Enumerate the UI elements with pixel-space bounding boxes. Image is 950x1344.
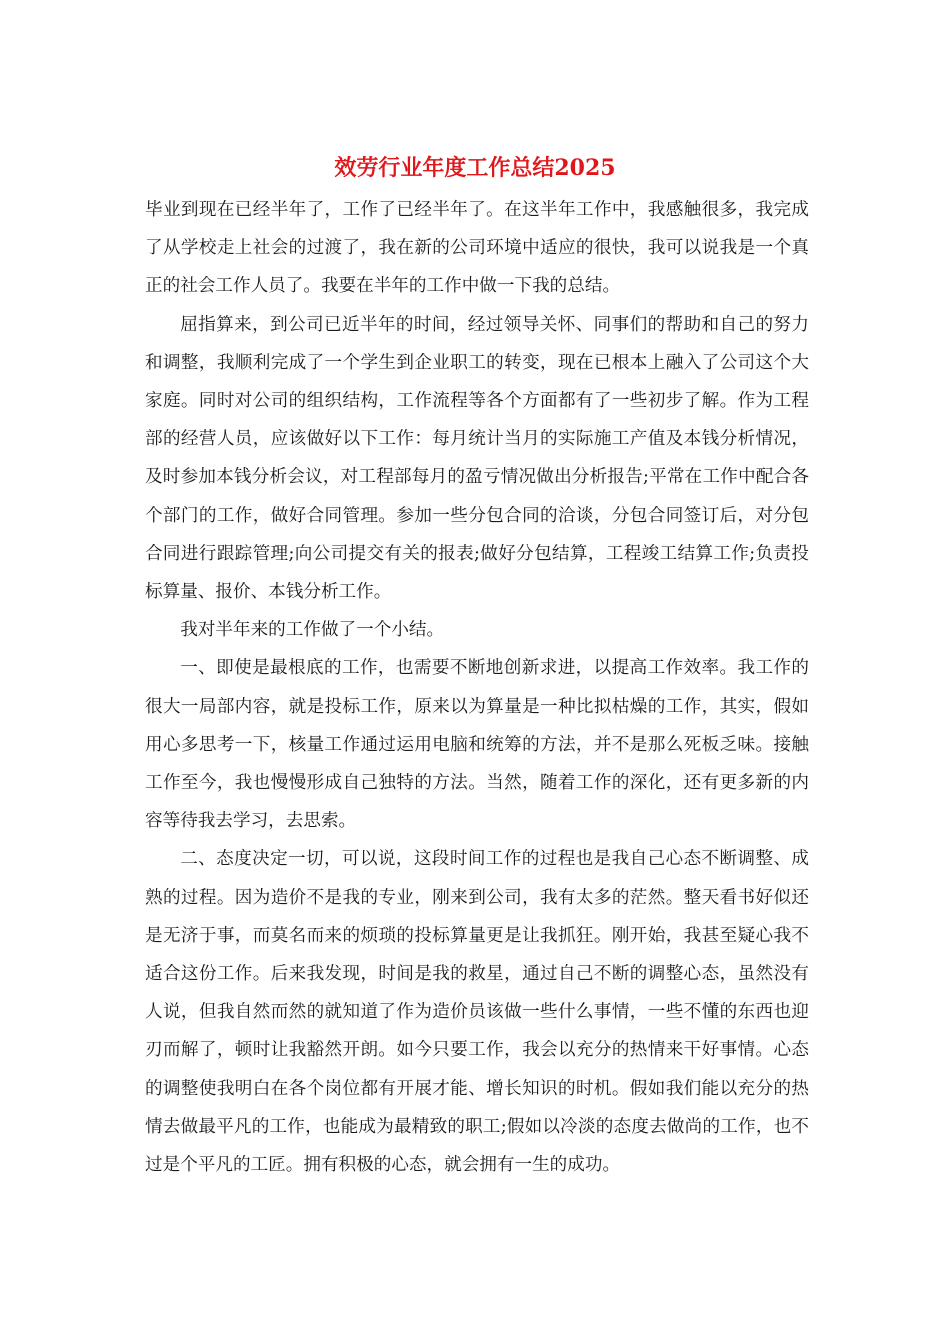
paragraph-2: 屈指算来，到公司已近半年的时间，经过领导关怀、同事们的帮助和自己的努力和调整，我顺利完成了一个学生到企业职工的转变，现在已根本上融入了公司这个大家庭。同时对公司的组织结构，工作流程等各个方面都有了一些初步了解。作为工程部的经营人员，应该做好以下工作：每月统计当月的实际施工产值及本钱分析情况，及时参加本钱分析会议，对工程部每月的盈亏情况做出分析报告;平常在工作中配合各个部门的工作，做好合同管理。参加一些分包合同的洽谈，分包合同签订后，对分包合同进行跟踪管理;向公司提交有关的报表;做好分包结算，工程竣工结算工作;负责投标算量、报价、本钱分析工作。 [145, 314, 809, 603]
paragraph-5: 二、态度决定一切，可以说，这段时间工作的过程也是我自己心态不断调整、成熟的过程。因为造价不是我的专业，刚来到公司，我有太多的茫然。整天看书好似还是无济于事，而莫名而来的烦琐的投标算量更是让我抓狂。刚开始，我甚至疑心我不适合这份工作。后来我发现，时间是我的救星，通过自己不断的调整心态，虽然没有人说，但我自然而然的就知道了作为造价员该做一些什么事情，一些不懂的东西也迎刃而解了，顿时让我豁然开朗。如今只要工作，我会以充分的热情来干好事情。心态的调整使我明白在各个岗位都有开展才能、增长知识的时机。假如我们能以充分的热情去做最平凡的工作，也能成为最精致的职工;假如以冷淡的态度去做尚的工作，也不过是个平凡的工匠。拥有积极的心态，就会拥有一生的成功。 [145, 849, 809, 1176]
paragraph-4: 一、即使是最根底的工作，也需要不断地创新求进，以提高工作效率。我工作的很大一局部内容，就是投标工作，原来以为算量是一种比拟枯燥的工作，其实，假如用心多思考一下，核量工作通过运用电脑和统筹的方法，并不是那么死板乏味。接触工作至今，我也慢慢形成自己独特的方法。当然，随着工作的深化，还有更多新的内容等待我去学习，去思索。 [145, 658, 809, 832]
paragraph-1: 毕业到现在已经半年了，工作了已经半年了。在这半年工作中，我感触很多，我完成了从学校走上社会的过渡了，我在新的公司环境中适应的很快，我可以说我是一个真正的社会工作人员了。我要在半年的工作中做一下我的总结。 [145, 200, 809, 297]
paragraph-3: 我对半年来的工作做了一个小结。 [180, 620, 445, 641]
document-title: 效劳行业年度工作总结2025 [334, 155, 616, 181]
document-body [145, 191, 809, 1184]
